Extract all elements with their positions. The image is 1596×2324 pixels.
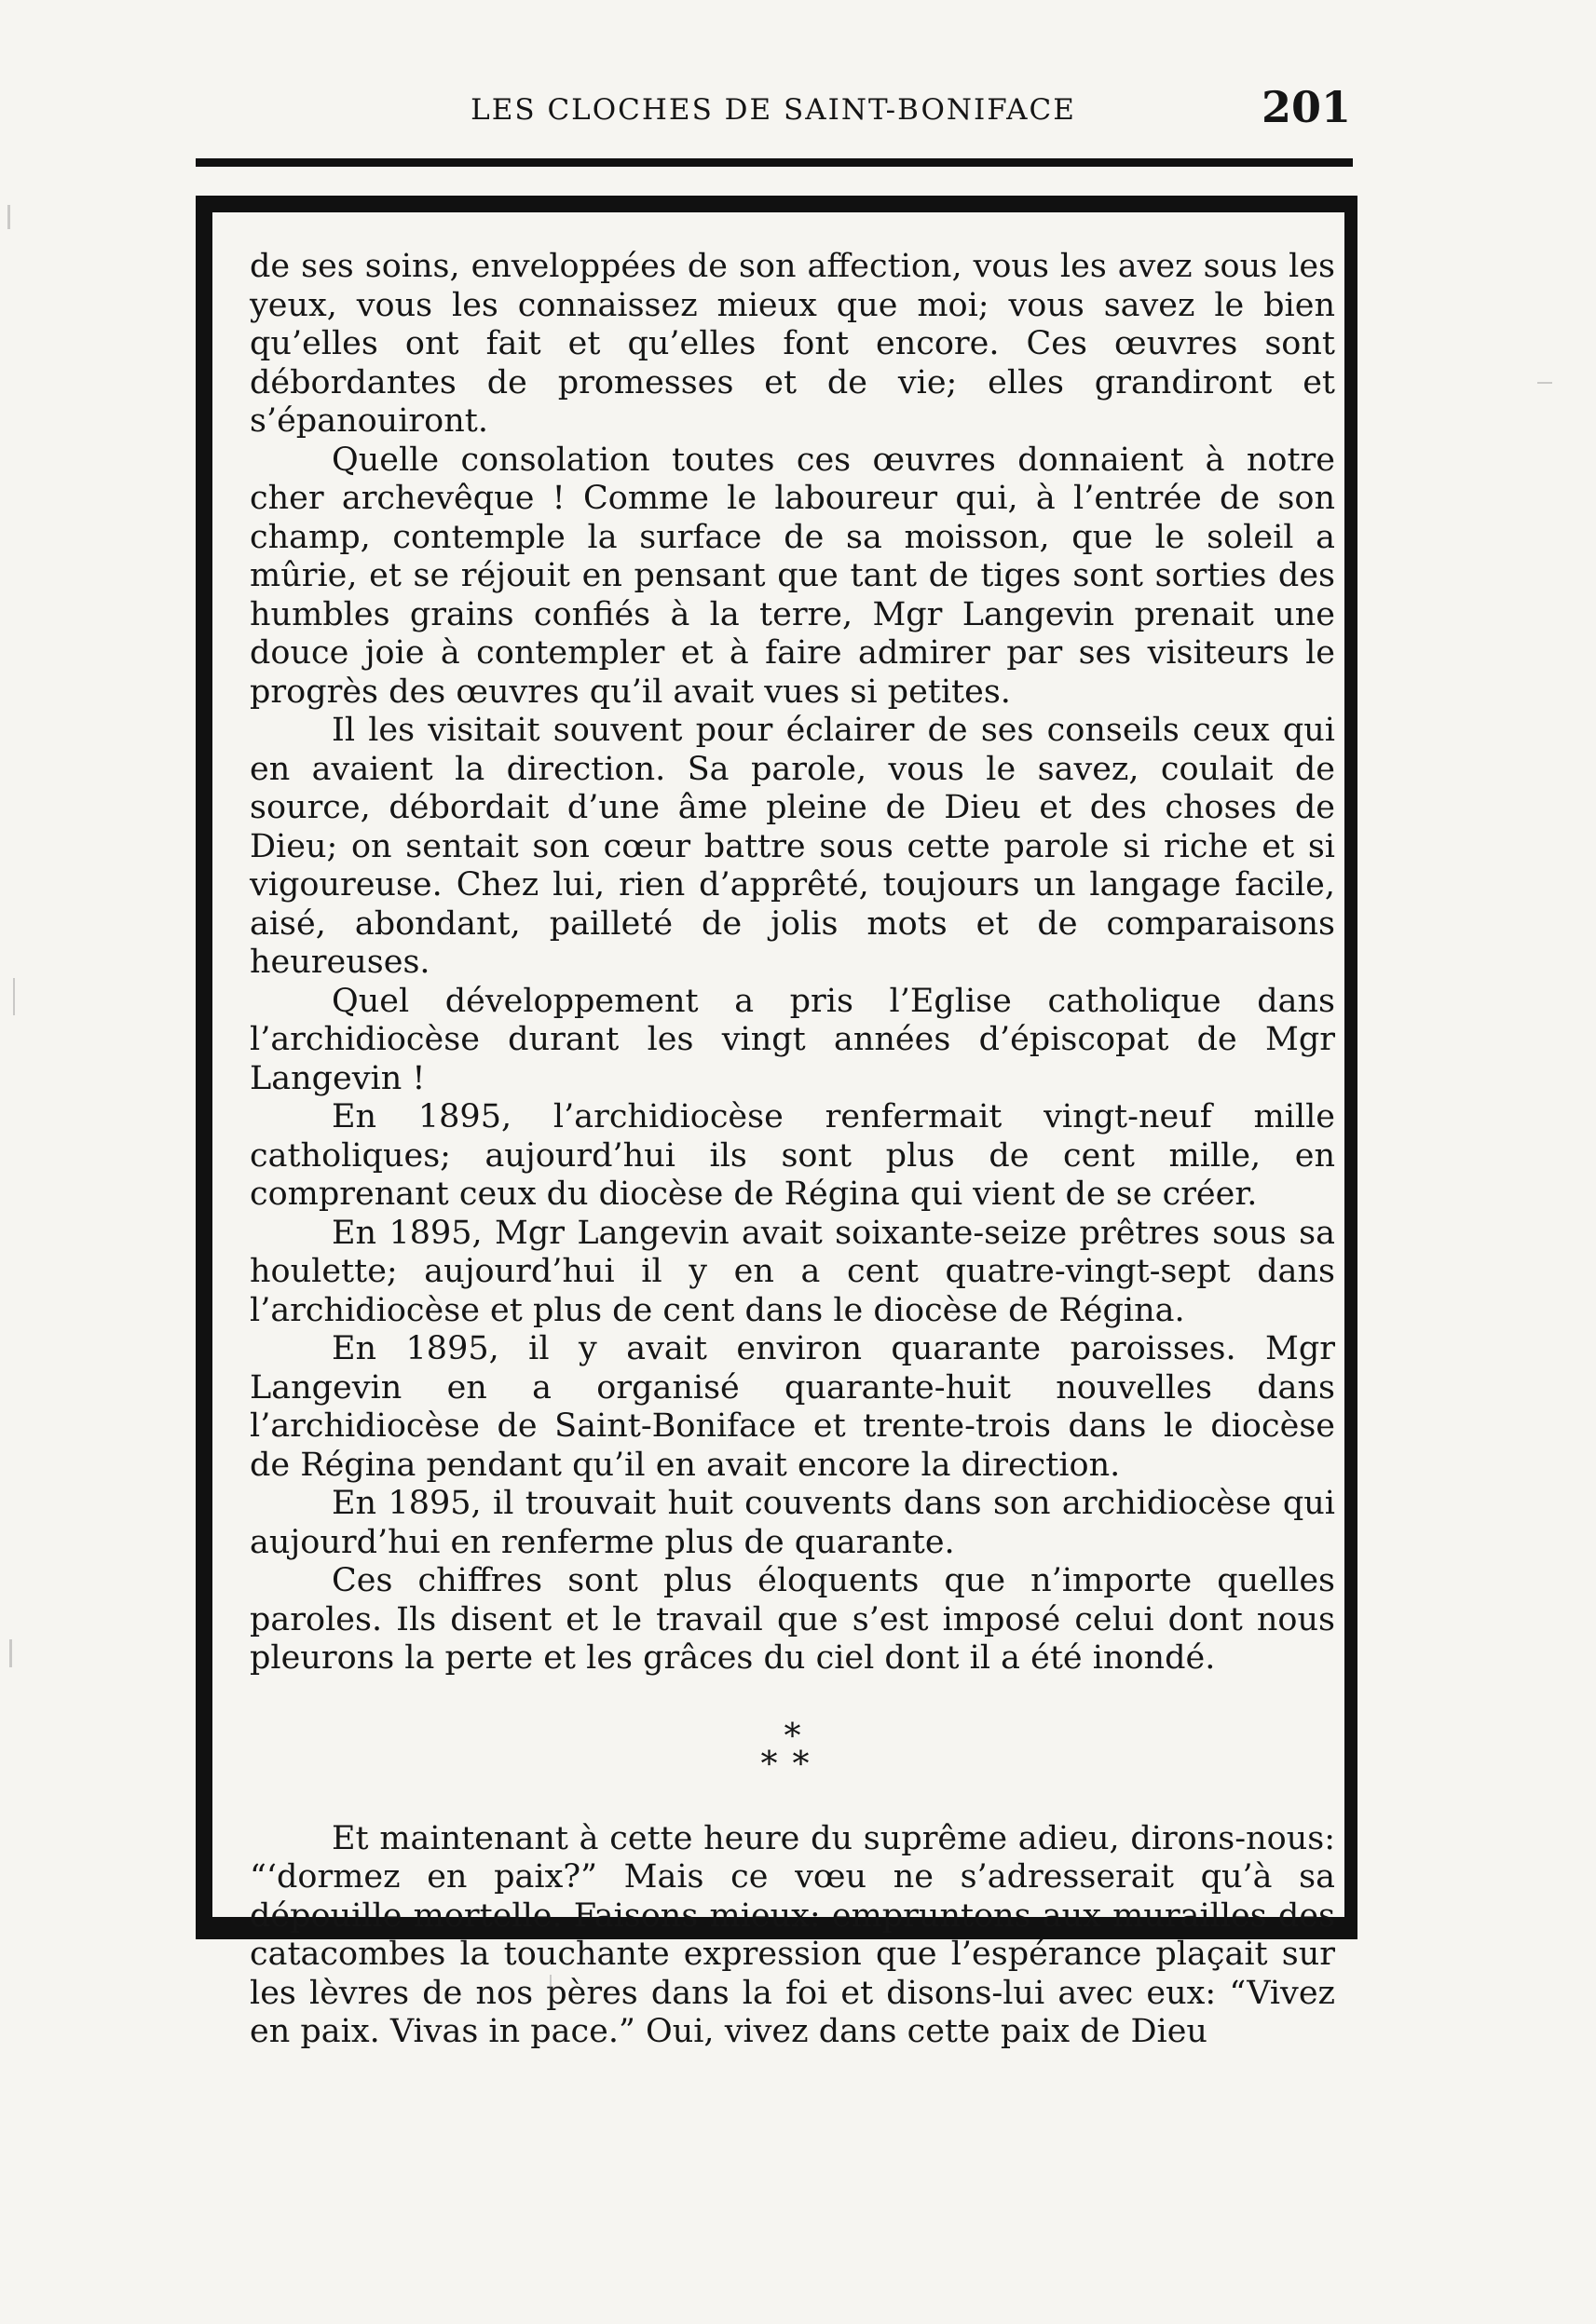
- scan-mark: [9, 1639, 12, 1667]
- paragraph: Il les visitait souvent pour éclairer de ses conseils ceux qui en avaient la direction. Sa parole, vous le savez, coulait de source, débordait d’une âme pleine de Dieu et des choses de Dieu; on sentait son cœur battre sous cette parole si riche et si vigoureuse. Chez lui, rien d’apprêté, toujours un langage facile, aisé, abondant, pailleté de jolis mots et de comparaisons heureuses.: [250, 712, 1335, 981]
- closing-paragraph: Et maintenant à cette heure du suprême adieu, dirons-nous: “‘dormez en paix?” Mais ce vœu ne s’adresserait qu’à sa dépouille mortelle. Faisons mieux: empruntons aux murailles des catacombes la touchante expression que l’espérance plaçait sur les lèvres de nos pères dans la foi et disons-lui avec eux: “Vivez en paix. Vivas in pace.” Oui, vivez dans cette paix de Dieu: [250, 1819, 1335, 2050]
- paragraph: Quelle consolation toutes ces œuvres donnaient à notre cher archevêque ! Comme le laboureur qui, à l’entrée de son champ, contemple la surface de sa moisson, que le soleil a mûrie, et se réjouit en pensant que tant de tiges sont sorties des humbles grains confiés à la terre, Mgr Langevin prenait une douce joie à contempler et à faire admirer par ses visiteurs le progrès des œuvres qu’il avait vues si petites.: [250, 441, 1335, 711]
- paragraph: de ses soins, enveloppées de son affection, vous les avez sous les yeux, vous les connaissez mieux que moi; vous savez le bien qu’elles ont fait et qu’elles font encore. Ces œuvres sont débordantes de promesses et de vie; elles grandiront et s’épanouiront.: [250, 248, 1335, 440]
- asterism-top: *: [784, 1717, 801, 1756]
- scan-mark: [13, 978, 15, 1015]
- paragraph: En 1895, il trouvait huit couvents dans son archidiocèse qui aujourd’hui en renferme plus de quarante.: [250, 1485, 1335, 1561]
- asterism-ornament: [250, 1717, 1335, 1788]
- body-text: [250, 248, 1335, 2052]
- paragraph: En 1895, Mgr Langevin avait soixante-seize prêtres sous sa houlette; aujourd’hui il y en a cent quatre-vingt-sept dans l’archidiocèse et plus de cent dans le diocèse de Régina.: [250, 1214, 1335, 1329]
- scan-mark: [7, 205, 10, 229]
- paragraph: En 1895, l’archidiocèse renfermait vingt-neuf mille catholiques; aujourd’hui ils sont plus de cent mille, en comprenant ceux du diocèse de Régina qui vient de se créer.: [250, 1098, 1335, 1213]
- asterism-bottom: **: [760, 1745, 825, 1784]
- running-head: [196, 82, 1351, 138]
- paragraph: Ces chiffres sont plus éloquents que n’importe quelles paroles. Ils disent et le travail que s’est imposé celui dont nous pleurons la perte et les grâces du ciel dont il a été inondé.: [250, 1562, 1335, 1677]
- scan-mark: [550, 1975, 552, 1990]
- paragraph: En 1895, il y avait environ quarante paroisses. Mgr Langevin en a organisé quarante-huit nouvelles dans l’archidiocèse de Saint-Boniface et trente-trois dans le diocèse de Régina pendant qu’il en avait encore la direction.: [250, 1330, 1335, 1484]
- running-title: LES CLOCHES DE SAINT-BONIFACE: [471, 93, 1076, 127]
- mourning-border-frame: [196, 196, 1357, 2050]
- scan-mark: [1537, 382, 1552, 384]
- page-number: 201: [1261, 82, 1351, 132]
- header-rule: [196, 158, 1353, 167]
- paragraph: Quel développement a pris l’Eglise catholique dans l’archidiocèse durant les vingt années d’épiscopat de Mgr Langevin !: [250, 982, 1335, 1097]
